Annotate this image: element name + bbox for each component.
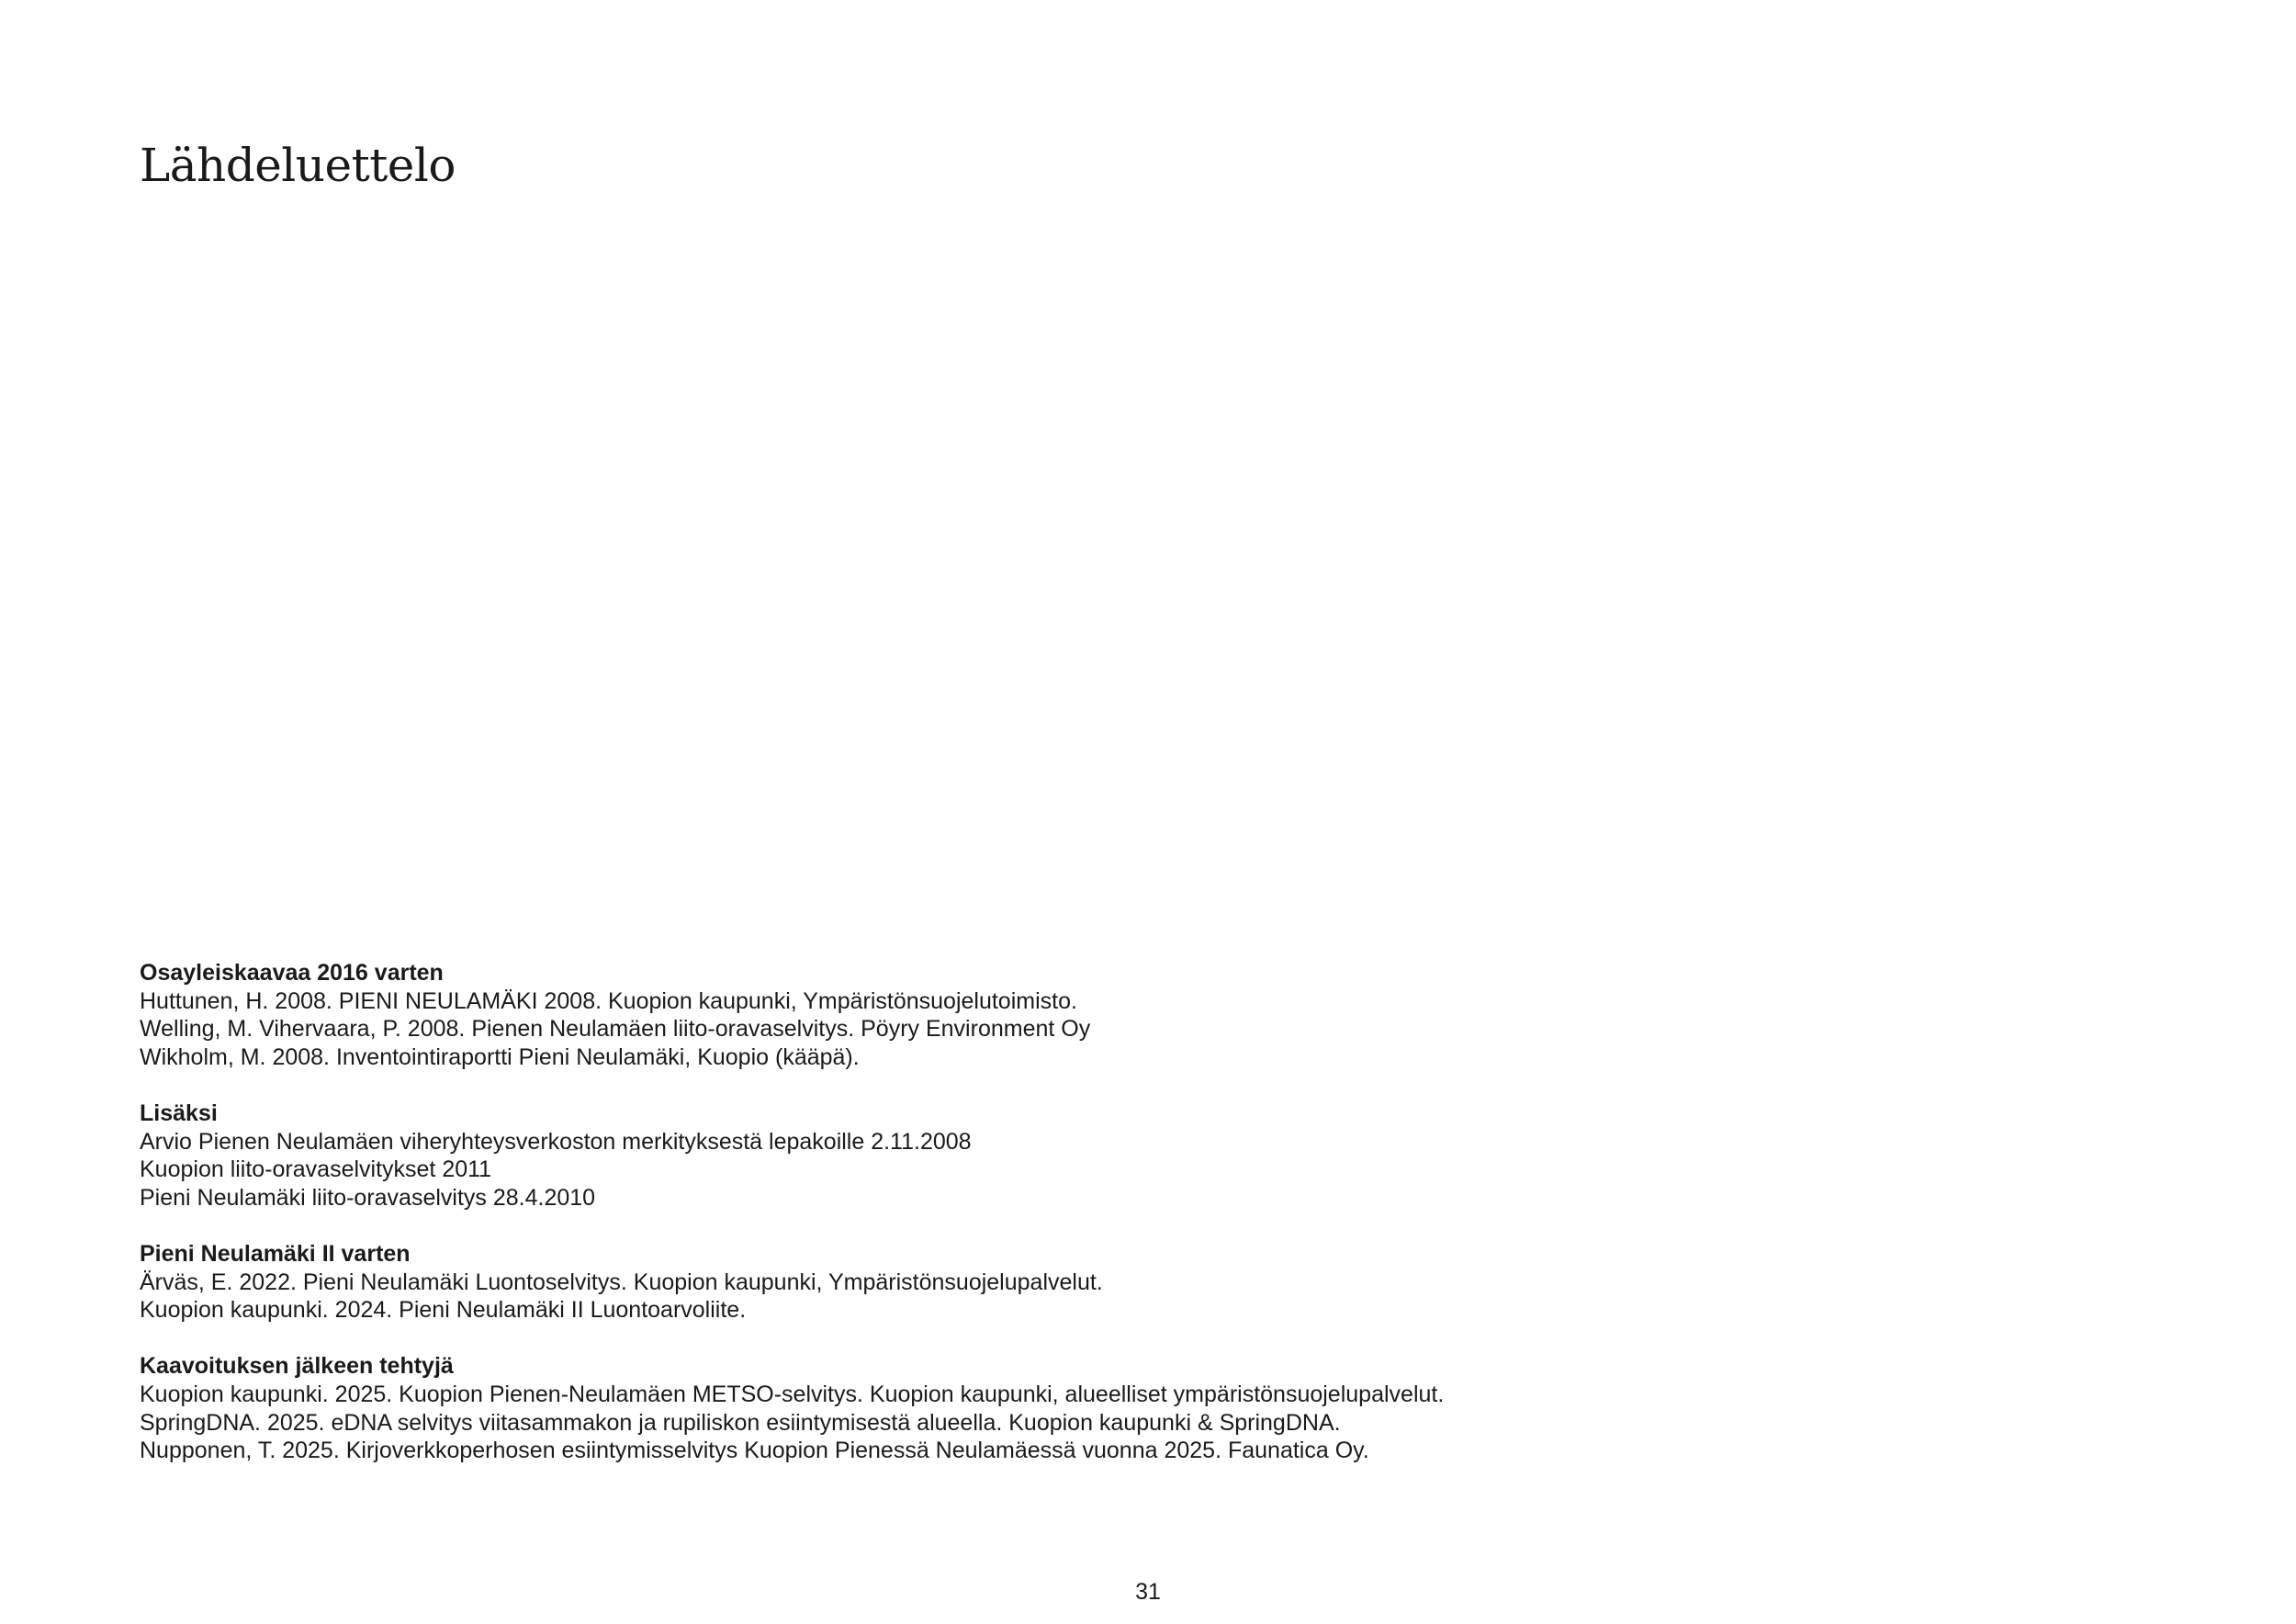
reference-entry: SpringDNA. 2025. eDNA selvitys viitasammakon ja rupiliskon esiintymisestä alueella. Kuopion kaupunki & SpringDNA.: [140, 1409, 1341, 1436]
reference-section: [140, 959, 1885, 1071]
reference-section: [140, 1100, 1885, 1212]
page-title: Lähdeluettelo: [140, 139, 456, 192]
reference-entry: Huttunen, H. 2008. PIENI NEULAMÄKI 2008. Kuopion kaupunki, Ympäristönsuojelutoimisto.: [140, 987, 1077, 1014]
reference-section: [140, 1352, 1885, 1464]
section-heading: Pieni Neulamäki II varten: [140, 1240, 411, 1267]
section-heading: Kaavoituksen jälkeen tehtyjä: [140, 1353, 454, 1380]
reference-entry: Nupponen, T. 2025. Kirjoverkkoperhosen esiintymisselvitys Kuopion Pienessä Neulamäessä vuonna 2025. Faunatica Oy.: [140, 1438, 1369, 1464]
reference-entry: Arvio Pienen Neulamäen viheryhteysverkoston merkityksestä lepakoille 2.11.2008: [140, 1128, 972, 1155]
section-heading: Lisäksi: [140, 1100, 218, 1126]
reference-entry: Wikholm, M. 2008. Inventointiraportti Pieni Neulamäki, Kuopio (kääpä).: [140, 1043, 860, 1070]
page-number: 31: [1135, 1579, 1161, 1605]
reference-entry: Kuopion liito-oravaselvitykset 2011: [140, 1156, 492, 1183]
section-heading: Osayleiskaavaa 2016 varten: [140, 960, 444, 986]
reference-entry: Kuopion kaupunki. 2025. Kuopion Pienen-Neulamäen METSO-selvitys. Kuopion kaupunki, alueelliset ympäristönsuojelupalvelut.: [140, 1381, 1445, 1407]
reference-entry: Ärväs, E. 2022. Pieni Neulamäki Luontoselvitys. Kuopion kaupunki, Ympäristönsuojelupalvelut.: [140, 1269, 1103, 1295]
reference-entry: Welling, M. Vihervaara, P. 2008. Pienen Neulamäen liito-oravaselvitys. Pöyry Environment Oy: [140, 1016, 1091, 1043]
reference-entry: Pieni Neulamäki liito-oravaselvitys 28.4.2010: [140, 1184, 596, 1211]
reference-list: [140, 959, 1885, 1465]
reference-entry: Kuopion kaupunki. 2024. Pieni Neulamäki II Luontoarvoliite.: [140, 1297, 747, 1324]
reference-section: [140, 1240, 1885, 1325]
